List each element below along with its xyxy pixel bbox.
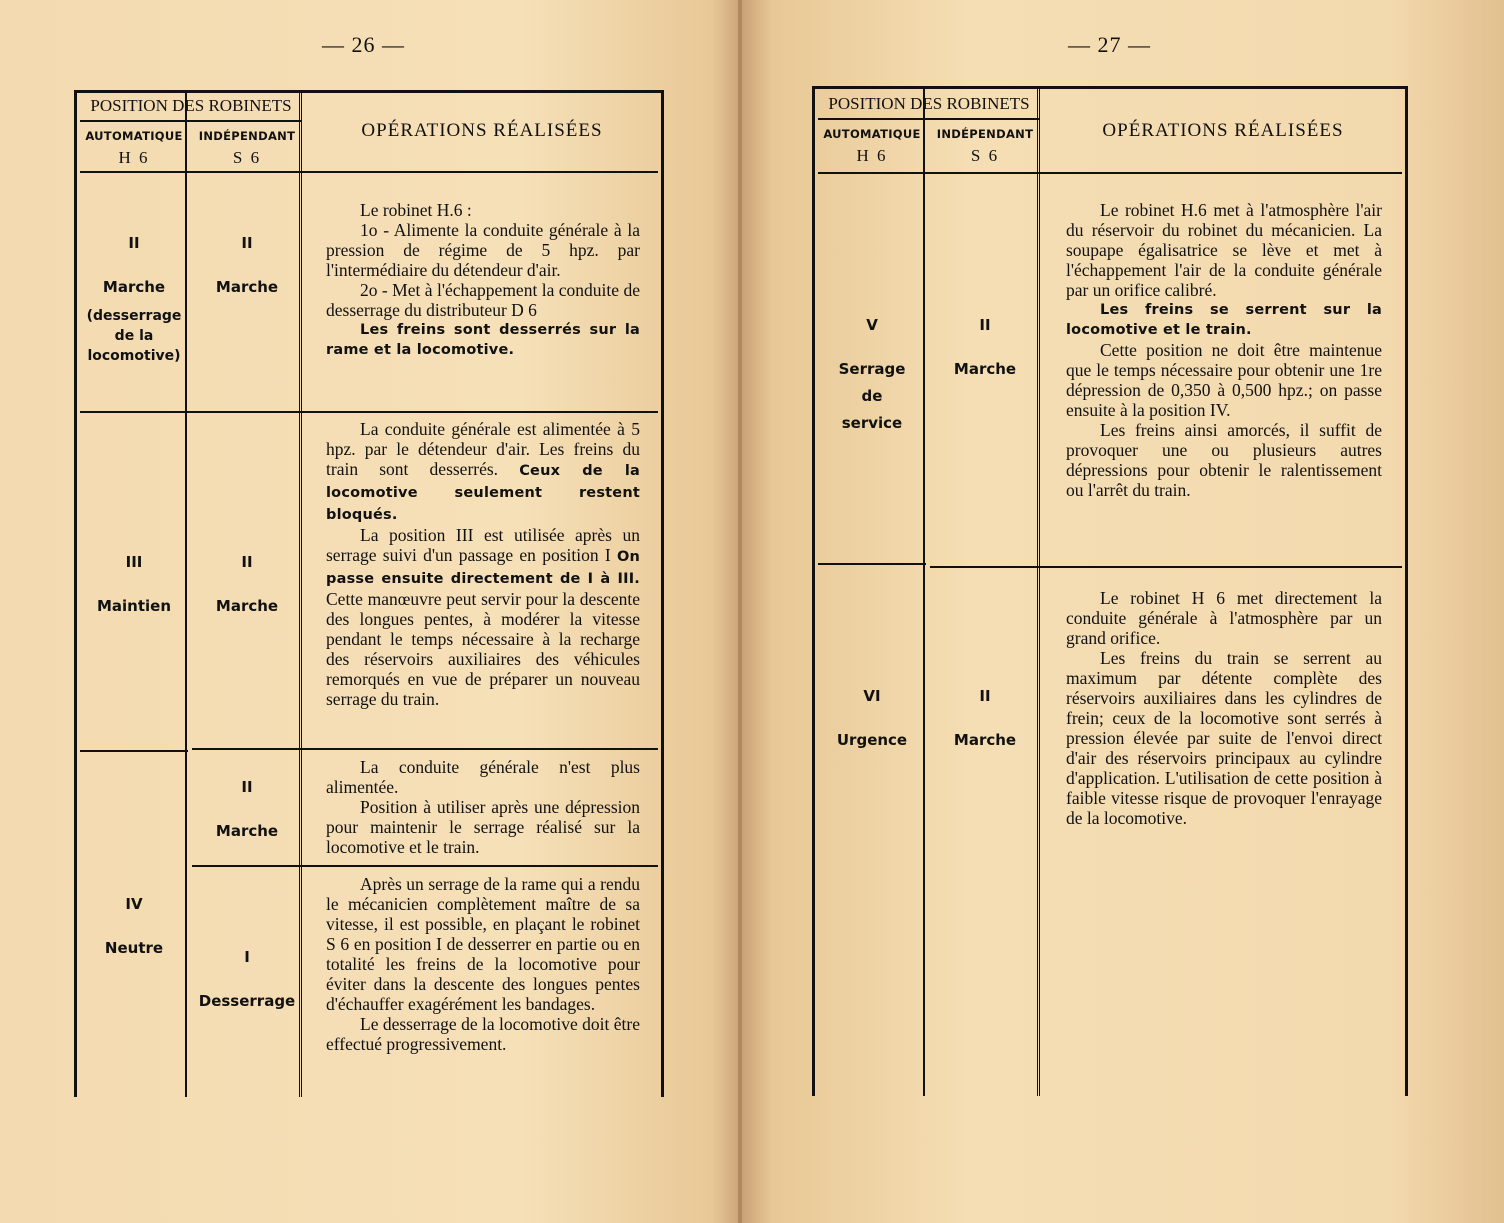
indep-position-II: II Marche xyxy=(215,234,279,296)
operations-text-III: La conduite générale est alimentée à 5 hpz. par le détendeur d'air. Les freins du train sont desserrés. Ceux de la locomotive seulement restent bloqués. La position III est utilisée après un serrage suivi d'un passage en position I On passe ensuite directement de I à III. Cette manœuvre peut servir pour la descente des longues pentes, à modérer la vitesse pendant le temps nécessaire à la recharge des réservoirs auxiliaires des véhicules remorqués en vue de préparer un nouveau serrage du train. xyxy=(326,419,641,709)
indep-position-II-b: II Marche xyxy=(215,553,279,615)
auto-position-VI: VI Urgence xyxy=(836,687,908,749)
operations-text-IV-desserrage: Après un serrage de la rame qui a rendu le mécanicien complètement maître de sa vitesse, il est possible, en plaçant le robinet S 6 en position I de desserrer en partie ou en totalité les freins de la locomotive pour éviter dans la descente des longues pentes d'échauffer exagérément les bandages. Le desserrage de la locomotive doit être effectué progressivement. xyxy=(326,874,640,1054)
header-operations: OPÉRATIONS RÉALISÉES xyxy=(1102,120,1344,141)
left-page xyxy=(0,0,742,1223)
indep-position-II-b: II Marche xyxy=(953,687,1017,749)
indep-position-II-c: II Marche xyxy=(215,778,279,840)
header-automatique-code: H 6 xyxy=(118,148,150,167)
header-automatique: AUTOMATIQUE xyxy=(85,129,183,143)
header-independant: INDÉPENDANT xyxy=(936,127,1034,141)
indep-position-I: I Desserrage xyxy=(198,948,296,1010)
header-automatique-code: H 6 xyxy=(856,146,888,165)
header-operations: OPÉRATIONS RÉALISÉES xyxy=(361,120,603,141)
header-independant-code: S 6 xyxy=(232,148,262,167)
operations-text-VI: Le robinet H 6 met directement la conduite générale à l'atmosphère par un grand orifice. Les freins du train se serrent au maximum par détente complète des réservoirs auxiliaires dans les cylindres de frein; ceux de la locomotive sont serrés à pression élevée par suite de l'envoi direct d'air des réservoirs principaux au cylindre d'application. L'utilisation de cette position à faible vitesse risque de provoquer l'enrayage de la locomotive. xyxy=(1066,588,1382,828)
right-page xyxy=(742,0,1504,1223)
indep-position-II: II Marche xyxy=(953,316,1017,378)
header-automatique: AUTOMATIQUE xyxy=(823,127,921,141)
auto-position-III: III Maintien xyxy=(96,553,172,615)
header-independant: INDÉPENDANT xyxy=(198,129,296,143)
auto-position-IV: IV Neutre xyxy=(104,895,164,957)
header-independant-code: S 6 xyxy=(970,146,1000,165)
operations-text-V: Le robinet H.6 met à l'atmosphère l'air du réservoir du robinet du mécanicien. La soupape égalisatrice se lève et met à l'échappement l'air de la conduite générale par un orifice calibré. Les freins se serrent sur la locomotive et le train. Cette position ne doit être maintenue que le temps nécessaire pour obtenir une 1re dépression de 0,350 à 0,500 hpz.; on passe ensuite à la position IV. Les freins ainsi amorcés, il suffit de provoquer une ou plusieurs autres dépressions pour obtenir le ralentissement ou l'arrêt du train. xyxy=(1066,200,1382,500)
auto-position-V: V Serrage de service xyxy=(838,316,906,432)
operations-text-II: Le robinet H.6 : 1o - Alimente la conduite générale à la pression de régime de 5 hpz. par l'intermédiaire du détendeur d'air. 2o - Met à l'échappement la conduite de desserrage du distributeur D 6 Les freins sont desserrés sur la rame et la locomotive. xyxy=(326,200,640,358)
auto-position-II: II Marche (desserrage de la locomotive) xyxy=(86,234,182,364)
header-position: POSITION DES ROBINETS xyxy=(90,96,292,115)
header-position: POSITION DES ROBINETS xyxy=(828,94,1030,113)
page-number: — 26 — xyxy=(322,32,405,57)
page-number: — 27 — xyxy=(1068,32,1151,57)
operations-text-IV-neutral: La conduite générale n'est plus alimentée. Position à utiliser après une dépression pour maintenir le serrage réalisé sur la locomotive et le train. xyxy=(326,757,640,857)
